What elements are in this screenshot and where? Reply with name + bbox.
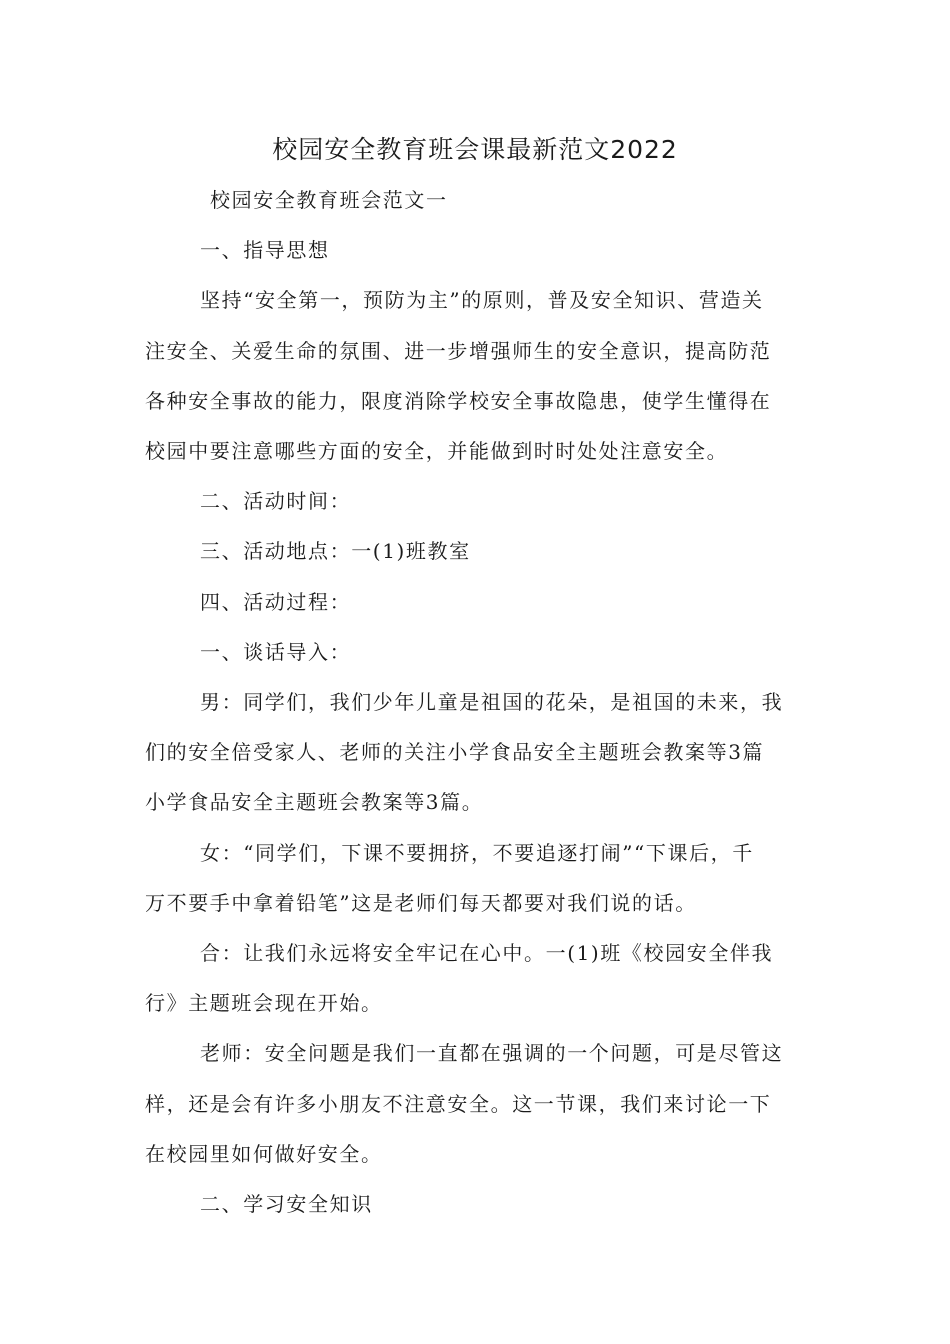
paragraph-line: 小学食品安全主题班会教案等3篇。 — [145, 790, 484, 814]
paragraph-line: 老师：安全问题是我们一直都在强调的一个问题，可是尽管这 — [200, 1041, 784, 1065]
heading-activity-time: 二、活动时间： — [200, 489, 352, 513]
paragraph-line: 们的安全倍受家人、老师的关注小学食品安全主题班会教案等3篇 — [145, 740, 765, 764]
heading-guiding-idea: 一、指导思想 — [200, 238, 330, 262]
paragraph-line: 各种安全事故的能力，限度消除学校安全事故隐患，使学生懂得在 — [145, 389, 772, 413]
heading-introduction: 一、谈话导入： — [200, 640, 352, 664]
paragraph-line: 行》主题班会现在开始。 — [145, 991, 383, 1015]
heading-learn-safety: 二、学习安全知识 — [200, 1192, 373, 1216]
document-title: 校园安全教育班会课最新范文2022 — [272, 135, 678, 164]
paragraph-line: 坚持“安全第一，预防为主”的原则，普及安全知识、营造关 — [200, 288, 764, 312]
paragraph-line: 合：让我们永远将安全牢记在心中。一(1)班《校园安全伴我 — [200, 941, 774, 965]
paragraph-line: 男：同学们，我们少年儿童是祖国的花朵，是祖国的未来，我 — [200, 690, 784, 714]
paragraph-line: 注安全、关爱生命的氛围、进一步增强师生的安全意识，提高防范 — [145, 339, 772, 363]
paragraph-line: 万不要手中拿着铅笔”这是老师们每天都要对我们说的话。 — [145, 891, 697, 915]
paragraph-line: 样，还是会有许多小朋友不注意安全。这一节课，我们来讨论一下 — [145, 1092, 772, 1116]
paragraph-line: 女：“同学们，下课不要拥挤，不要追逐打闹”“下课后，千 — [200, 841, 754, 865]
heading-activity-process: 四、活动过程： — [200, 590, 352, 614]
heading-activity-place: 三、活动地点：一(1)班教室 — [200, 539, 471, 563]
paragraph-line: 在校园里如何做好安全。 — [145, 1142, 383, 1166]
paragraph-line: 校园中要注意哪些方面的安全，并能做到时时处处注意安全。 — [145, 439, 729, 463]
section-heading: 校园安全教育班会范文一 — [210, 188, 448, 212]
